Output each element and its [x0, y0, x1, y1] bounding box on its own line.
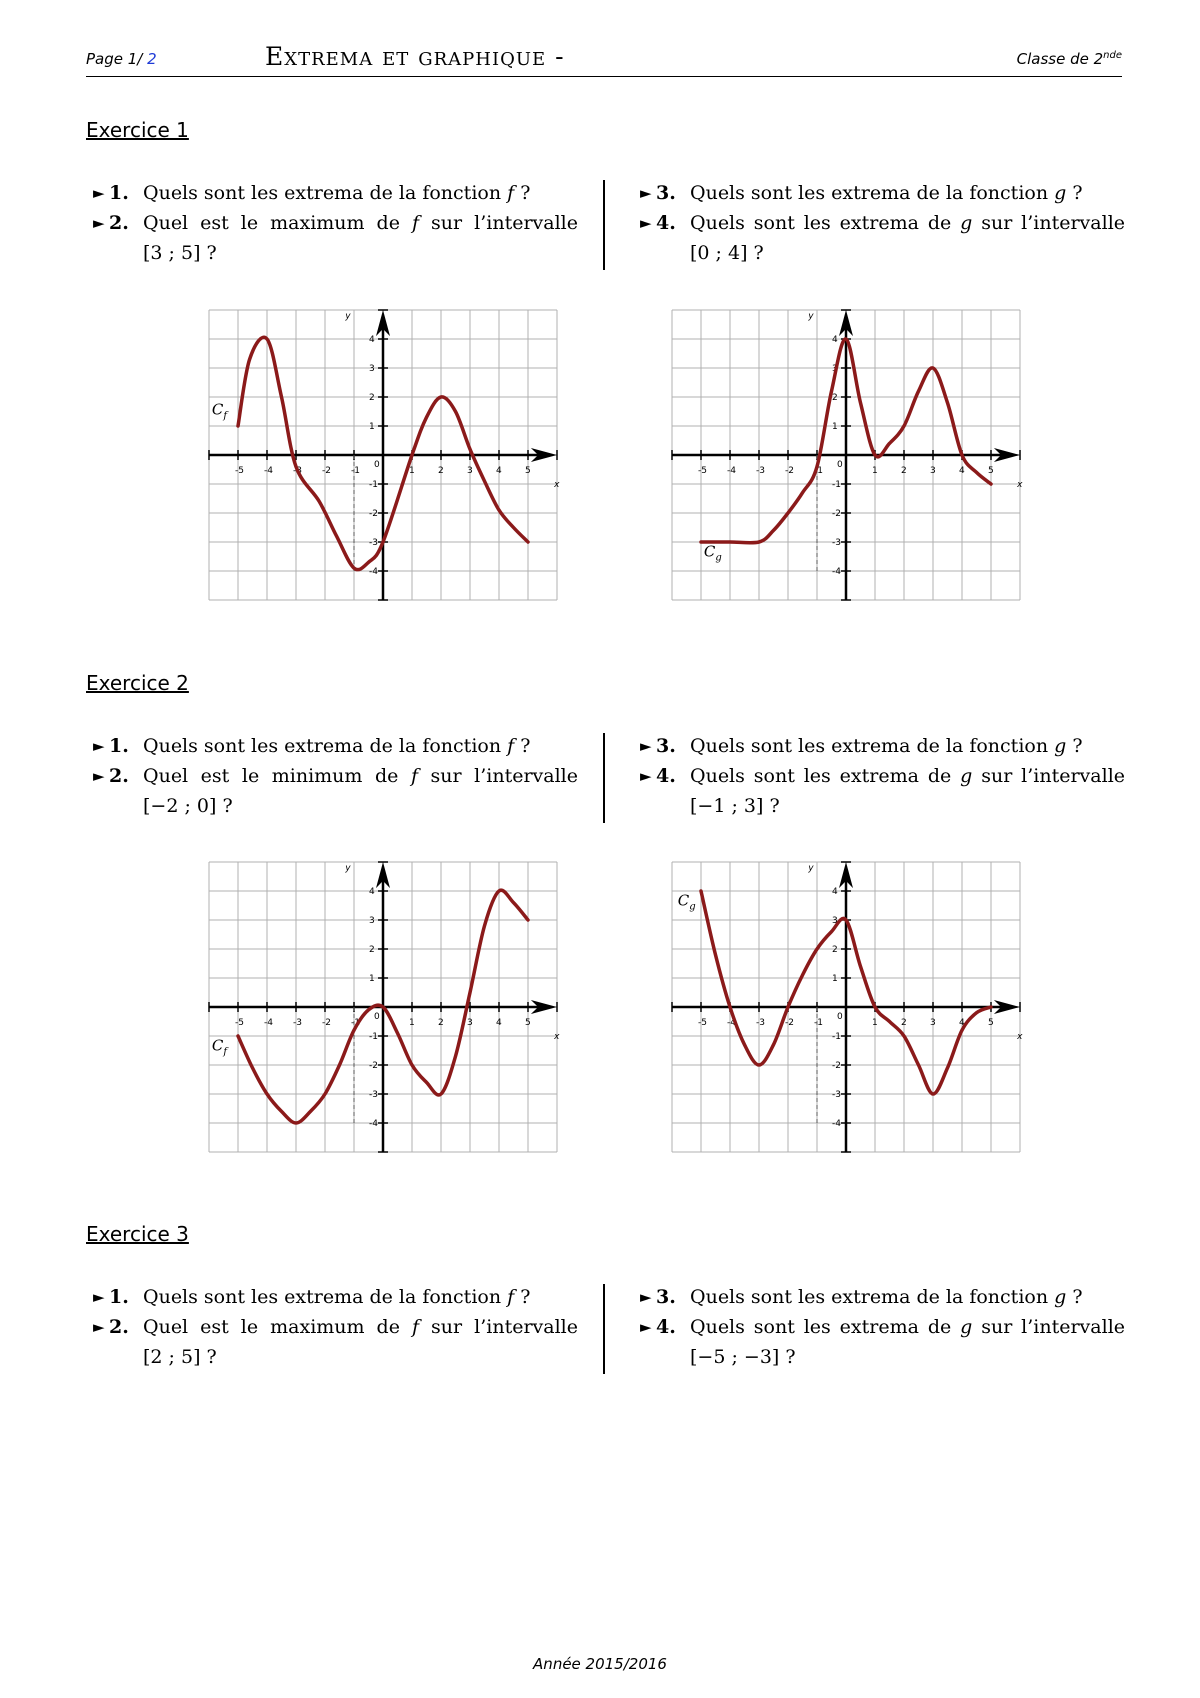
questions-left	[93, 1282, 578, 1372]
y-tick-label: -1	[369, 480, 378, 490]
header-rule	[86, 76, 1122, 77]
x-tick-label: 4	[496, 466, 502, 476]
x-tick-label: 3	[930, 466, 936, 476]
x-tick-label: -2	[322, 1018, 331, 1028]
question-3	[640, 178, 1125, 208]
y-tick-label: -4	[369, 567, 378, 577]
questions-right	[640, 178, 1125, 268]
interval: [2 ; 5] ?	[143, 1346, 217, 1368]
y-tick-label: -4	[832, 1119, 841, 1129]
function-var: g	[960, 1316, 973, 1338]
class-label	[1017, 50, 1122, 68]
y-tick-label: -3	[369, 1090, 378, 1100]
origin-label: 0	[837, 460, 843, 470]
y-tick-label: 2	[369, 393, 375, 403]
x-tick-label: -4	[264, 466, 273, 476]
question-text: Quels sont les extrema de	[690, 765, 961, 787]
y-tick-label: -1	[832, 480, 841, 490]
x-tick-label: -3	[756, 1018, 765, 1028]
question-end: ?	[514, 1286, 531, 1308]
graph-ex1-g	[671, 300, 1031, 610]
questions-right	[640, 731, 1125, 821]
y-axis-label: y	[808, 863, 814, 874]
x-tick-label: 3	[467, 1018, 473, 1028]
x-tick-label: -1	[351, 466, 360, 476]
x-tick-label: -1	[814, 1018, 823, 1028]
x-tick-label: 3	[467, 466, 473, 476]
y-tick-label: -2	[832, 509, 841, 519]
triangle-icon: ►	[93, 737, 105, 755]
y-tick-label: 3	[832, 916, 838, 926]
x-tick-label: 5	[988, 1018, 994, 1028]
x-tick-label: -2	[785, 466, 794, 476]
triangle-icon: ►	[640, 1318, 652, 1336]
question-3	[640, 731, 1125, 761]
x-tick-label: 1	[409, 1018, 415, 1028]
graph-ex2-g	[671, 852, 1031, 1162]
triangle-icon: ►	[93, 767, 105, 785]
question-1	[93, 731, 578, 761]
y-axis-label: y	[345, 863, 351, 874]
x-tick-label: -3	[293, 1018, 302, 1028]
question-1	[93, 1282, 578, 1312]
y-axis-label: y	[345, 311, 351, 322]
question-text-2: sur l’intervalle	[419, 1316, 578, 1338]
question-text-2: sur l’intervalle	[972, 1316, 1126, 1338]
triangle-icon: ►	[640, 1288, 652, 1306]
x-tick-label: -4	[727, 466, 736, 476]
y-tick-label: 4	[832, 335, 838, 345]
x-tick-label: -2	[785, 1018, 794, 1028]
page-label: Page 1/	[86, 50, 143, 68]
y-tick-label: 4	[369, 335, 375, 345]
question-2	[93, 208, 578, 268]
question-text: Quels sont les extrema de la fonction	[143, 735, 508, 757]
function-var: g	[1054, 1286, 1067, 1308]
y-tick-label: 2	[832, 945, 838, 955]
question-end: ?	[514, 182, 531, 204]
question-number: 3.	[656, 735, 676, 757]
x-tick-label: -5	[698, 466, 707, 476]
question-number: 1.	[109, 1286, 129, 1308]
x-tick-label: -2	[322, 466, 331, 476]
question-number: 2.	[109, 212, 129, 234]
y-tick-label: -2	[369, 509, 378, 519]
y-tick-label: 1	[832, 974, 838, 984]
x-tick-label: -4	[264, 1018, 273, 1028]
y-tick-label: 3	[369, 364, 375, 374]
question-number: 4.	[656, 1316, 676, 1338]
question-4	[640, 1312, 1125, 1372]
y-tick-label: 1	[369, 422, 375, 432]
interval: [−5 ; −3] ?	[690, 1346, 796, 1368]
question-3	[640, 1282, 1125, 1312]
x-tick-label: 4	[959, 1018, 965, 1028]
triangle-icon: ►	[93, 1318, 105, 1336]
triangle-icon: ►	[93, 214, 105, 232]
y-tick-label: 2	[832, 393, 838, 403]
x-tick-label: 2	[901, 466, 907, 476]
column-divider	[603, 733, 605, 823]
question-number: 4.	[656, 212, 676, 234]
function-var: g	[960, 212, 973, 234]
x-tick-label: -5	[235, 1018, 244, 1028]
y-tick-label: -1	[832, 1032, 841, 1042]
questions-left	[93, 178, 578, 268]
question-text: Quels sont les extrema de la fonction	[143, 182, 508, 204]
triangle-icon: ►	[640, 214, 652, 232]
x-tick-label: 1	[872, 1018, 878, 1028]
x-axis-label: x	[1017, 1031, 1023, 1042]
origin-label: 0	[374, 460, 380, 470]
function-var: f	[507, 735, 515, 757]
graph-ex1-f	[208, 300, 568, 610]
function-var: g	[1054, 182, 1067, 204]
x-tick-label: -3	[293, 466, 302, 476]
x-tick-label: -3	[756, 466, 765, 476]
function-var: f	[507, 1286, 515, 1308]
interval: [0 ; 4] ?	[690, 242, 764, 264]
curve-label: $C_f$	[212, 1037, 229, 1058]
function-var: f	[410, 765, 418, 787]
exercise-title: Exercice 1	[86, 118, 189, 142]
y-tick-label: -2	[369, 1061, 378, 1071]
origin-label: 0	[374, 1012, 380, 1022]
x-tick-label: -4	[727, 1018, 736, 1028]
question-text: Quels sont les extrema de	[690, 212, 961, 234]
y-tick-label: -4	[369, 1119, 378, 1129]
exercise-title: Exercice 3	[86, 1222, 189, 1246]
x-tick-label: -5	[235, 466, 244, 476]
question-end: ?	[1066, 1286, 1083, 1308]
question-text-2: sur l’intervalle	[972, 212, 1126, 234]
x-axis-label: x	[554, 1031, 560, 1042]
question-number: 2.	[109, 765, 129, 787]
question-text: Quel est le minimum de	[143, 765, 411, 787]
triangle-icon: ►	[93, 184, 105, 202]
x-tick-label: 2	[901, 1018, 907, 1028]
function-var: f	[411, 1316, 420, 1338]
class-prefix: Classe de 2	[1016, 50, 1104, 68]
curve-label-sub: f	[223, 410, 228, 422]
x-tick-label: 3	[930, 1018, 936, 1028]
triangle-icon: ►	[640, 184, 652, 202]
interval: [−2 ; 0] ?	[143, 795, 233, 817]
y-tick-label: -4	[832, 567, 841, 577]
x-tick-label: 1	[409, 466, 415, 476]
x-tick-label: 4	[496, 1018, 502, 1028]
question-text: Quels sont les extrema de la fonction	[690, 1286, 1055, 1308]
x-axis-label: x	[554, 479, 560, 490]
question-text: Quels sont les extrema de la fonction	[143, 1286, 508, 1308]
x-tick-label: 5	[525, 466, 531, 476]
x-tick-label: 4	[959, 466, 965, 476]
y-tick-label: 3	[369, 916, 375, 926]
question-end: ?	[1066, 735, 1083, 757]
footer-year: Année 2015/2016	[533, 1655, 667, 1673]
triangle-icon: ►	[93, 1288, 105, 1306]
y-tick-label: 2	[369, 945, 375, 955]
curve-label-sub: g	[715, 552, 722, 564]
page-title: Extrema et graphique -	[265, 42, 565, 71]
curve-label: $C_g$	[703, 542, 722, 564]
page-total-link[interactable]: 2	[147, 50, 157, 68]
function-var: g	[1054, 735, 1067, 757]
page-number	[86, 50, 157, 68]
y-axis-label: y	[808, 311, 814, 322]
y-tick-label: 4	[832, 887, 838, 897]
triangle-icon: ►	[640, 767, 652, 785]
y-tick-label: 4	[369, 887, 375, 897]
question-number: 2.	[109, 1316, 129, 1338]
x-tick-label: 2	[438, 1018, 444, 1028]
interval: [3 ; 5] ?	[143, 242, 217, 264]
question-4	[640, 208, 1125, 268]
function-var: g	[960, 765, 973, 787]
curve-label: $C_g$	[677, 891, 696, 913]
x-tick-label: 1	[872, 466, 878, 476]
interval: [−1 ; 3] ?	[690, 795, 780, 817]
triangle-icon: ►	[640, 737, 652, 755]
question-text-2: sur l’intervalle	[419, 212, 578, 234]
y-tick-label: -3	[369, 538, 378, 548]
function-var: f	[411, 212, 420, 234]
y-tick-label: -1	[369, 1032, 378, 1042]
x-tick-label: -1	[814, 466, 823, 476]
class-sup: nde	[1103, 50, 1122, 61]
question-text: Quel est le maximum de	[143, 212, 412, 234]
graph-ex2-f	[208, 852, 568, 1162]
function-var: f	[507, 182, 515, 204]
x-tick-label: -1	[351, 1018, 360, 1028]
x-tick-label: 2	[438, 466, 444, 476]
y-tick-label: 1	[832, 422, 838, 432]
question-text: Quels sont les extrema de	[690, 1316, 961, 1338]
curve-label: $C_f$	[212, 400, 229, 421]
x-tick-label: -5	[698, 1018, 707, 1028]
question-text: Quels sont les extrema de la fonction	[690, 735, 1055, 757]
questions-left	[93, 731, 578, 821]
x-tick-label: 5	[525, 1018, 531, 1028]
y-tick-label: -3	[832, 538, 841, 548]
y-tick-label: 3	[832, 364, 838, 374]
question-end: ?	[1066, 182, 1083, 204]
curve-label-sub: f	[223, 1046, 228, 1058]
question-text: Quels sont les extrema de la fonction	[690, 182, 1055, 204]
question-number: 1.	[109, 182, 129, 204]
question-text: Quel est le maximum de	[143, 1316, 412, 1338]
column-divider	[603, 1284, 605, 1374]
y-tick-label: -3	[832, 1090, 841, 1100]
x-tick-label: 5	[988, 466, 994, 476]
origin-label: 0	[837, 1012, 843, 1022]
exercise-title: Exercice 2	[86, 671, 189, 695]
question-4	[640, 761, 1125, 821]
y-tick-label: 1	[369, 974, 375, 984]
y-tick-label: -2	[832, 1061, 841, 1071]
question-number: 1.	[109, 735, 129, 757]
question-number: 3.	[656, 1286, 676, 1308]
question-2	[93, 761, 578, 821]
question-end: ?	[514, 735, 531, 757]
questions-right	[640, 1282, 1125, 1372]
question-1	[93, 178, 578, 208]
question-number: 3.	[656, 182, 676, 204]
question-2	[93, 1312, 578, 1372]
question-number: 4.	[656, 765, 676, 787]
question-text-2: sur l’intervalle	[972, 765, 1126, 787]
curve-label-sub: g	[689, 901, 696, 913]
column-divider	[603, 180, 605, 270]
question-text-2: sur l’intervalle	[417, 765, 579, 787]
x-axis-label: x	[1017, 479, 1023, 490]
